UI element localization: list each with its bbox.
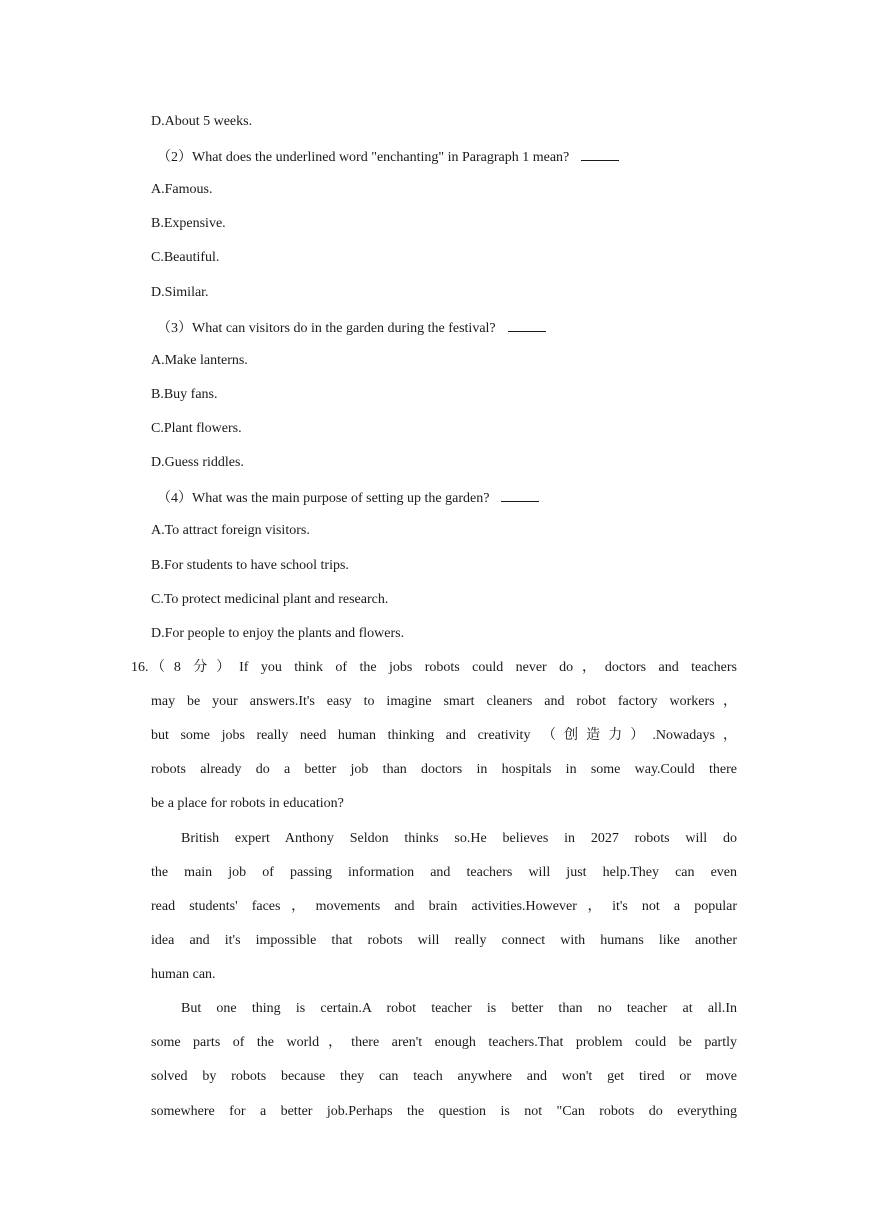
passage-line: But one thing is certain.A robot teacher is better than no teacher at all.In (181, 1001, 737, 1016)
q1-option-d: D.About 5 weeks. (151, 114, 253, 129)
q3-stem (157, 318, 743, 338)
passage-line: the main job of passing information and teachers will just help.They can even (151, 865, 737, 880)
q4-option-b: B.For students to have school trips. (151, 558, 349, 573)
q4-option-c: C.To protect medicinal plant and research. (151, 592, 389, 607)
q3-option-c: C.Plant flowers. (151, 421, 242, 436)
passage-line: be a place for robots in education? (151, 796, 344, 811)
q3-option-d: D.Guess riddles. (151, 455, 244, 470)
passage-line: solved by robots because they can teach anywhere and won't get tired or move (151, 1069, 737, 1084)
q3-answer-blank[interactable] (508, 318, 546, 332)
passage-line: read students' faces，movements and brain activities.However，it's not a popular (151, 899, 737, 914)
q3-option-a: A.Make lanterns. (151, 353, 248, 368)
question-number: 16. (131, 660, 149, 675)
q4-stem (157, 488, 743, 508)
passage-line: may be your answers.It's easy to imagine smart cleaners and robot factory workers， (151, 694, 737, 709)
passage-line: （8 分）If you think of the jobs robots could never do，doctors and teachers (151, 660, 737, 675)
q3-stem-text: （3）What can visitors do in the garden during the festival? (157, 321, 496, 336)
passage-line: robots already do a better job than doctors in hospitals in some way.Could there (151, 762, 737, 777)
q2-option-b: B.Expensive. (151, 216, 226, 231)
passage-line: but some jobs really need human thinking and creativity （创造力）.Nowadays， (151, 728, 737, 743)
passage-line: some parts of the world，there aren't enough teachers.That problem could be partly (151, 1035, 737, 1050)
q3-option-b: B.Buy fans. (151, 387, 218, 402)
passage-line: human can. (151, 967, 216, 982)
q4-stem-text: （4）What was the main purpose of setting up the garden? (157, 491, 490, 506)
passage-line: somewhere for a better job.Perhaps the question is not "Can robots do everything (151, 1104, 737, 1119)
q4-option-d: D.For people to enjoy the plants and flowers. (151, 626, 405, 641)
q2-stem-text: （2）What does the underlined word "enchanting" in Paragraph 1 mean? (157, 150, 570, 165)
q2-stem (157, 147, 743, 167)
q4-answer-blank[interactable] (501, 488, 539, 502)
q4-option-a: A.To attract foreign visitors. (151, 523, 310, 538)
q2-option-d: D.Similar. (151, 285, 209, 300)
q2-answer-blank[interactable] (581, 147, 619, 161)
passage-line: British expert Anthony Seldon thinks so.He believes in 2027 robots will do (181, 831, 737, 846)
q2-option-c: C.Beautiful. (151, 250, 220, 265)
q2-option-a: A.Famous. (151, 182, 213, 197)
passage-line: idea and it's impossible that robots will really connect with humans like another (151, 933, 737, 948)
